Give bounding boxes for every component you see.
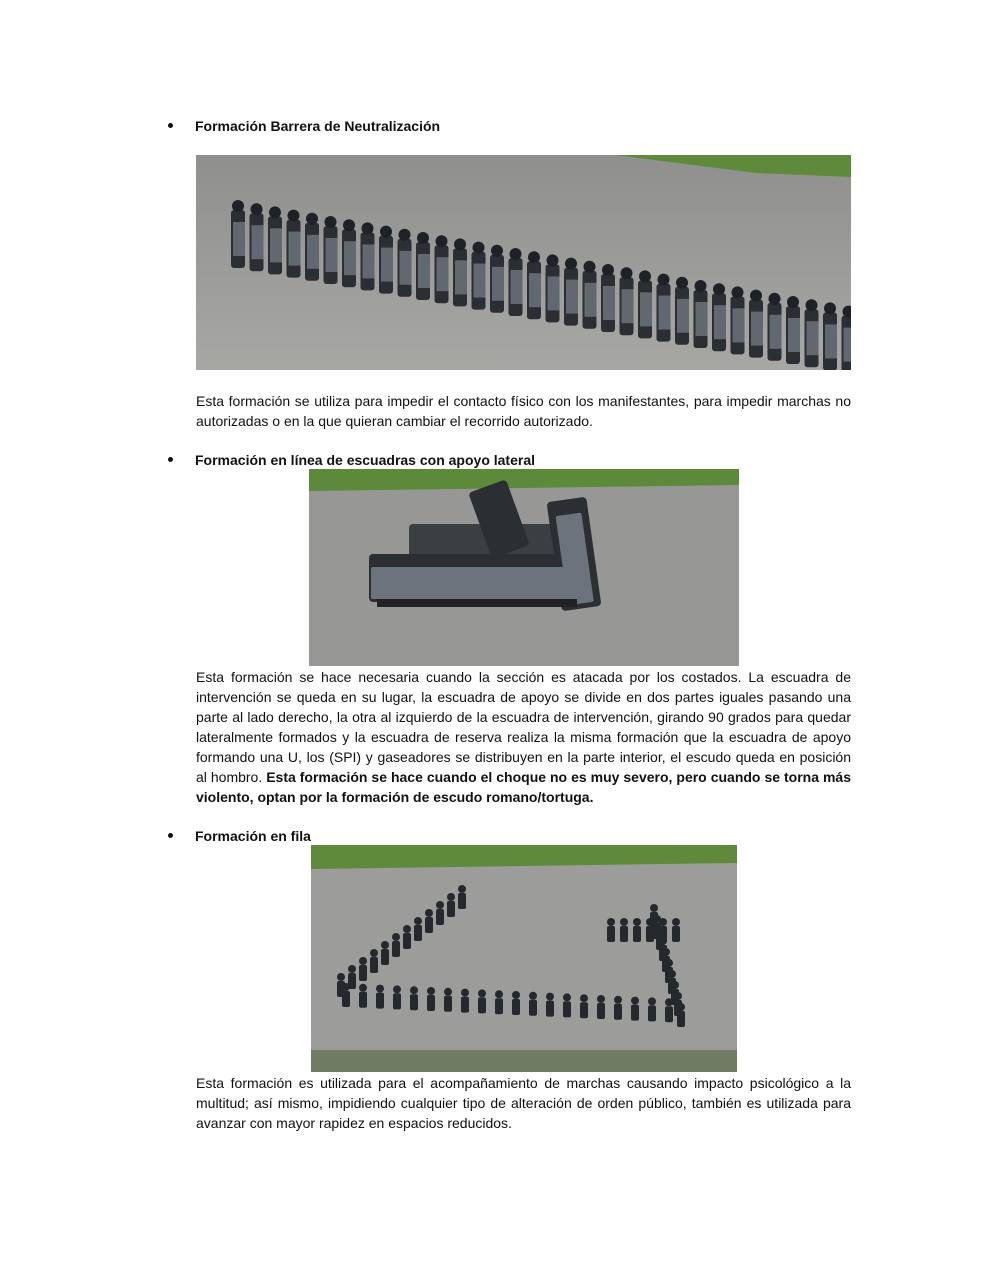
photo-u-formation [309, 469, 739, 666]
section-paragraph-2-text: Esta formación se hace necesaria cuando la sección es atacada por los costados. La escuadra de intervención se queda en su lugar, la escuadra de apoyo se divide en dos partes iguales pasando una parte al lado derecho, la otra al izquierdo de la escuadra de intervención, girando 90 grados para quedar lateralmente formados y la escuadra de reserva realiza la misma formación que la escuadra de apoyo formando una U, los (SPI) y gaseadores se distribuyen en la parte interior, el escudo queda en posición al hombro. [196, 669, 851, 785]
section-paragraph-2 [196, 667, 851, 807]
bullet-dot [168, 457, 173, 462]
section-paragraph-3: Esta formación es utilizada para el acompañamiento de marchas causando impacto psicológico a la multitud; así mismo, impidiendo cualquier tipo de alteración de orden público, también es utilizada para avanzar con mayor rapidez en espacios reducidos. [196, 1075, 851, 1131]
bullet-dot [168, 123, 173, 128]
section-title-2: Formación en línea de escuadras con apoyo lateral [195, 452, 536, 468]
section-title-3: Formación en fila [195, 828, 311, 844]
section-title-1: Formación Barrera de Neutralización [195, 118, 441, 134]
bullet-dot [168, 833, 173, 838]
section-paragraph-1: Esta formación se utiliza para impedir el contacto físico con los manifestantes, para impedir marchas no autorizadas o en la que quieran cambiar el recorrido autorizado. [196, 393, 851, 429]
photo-barrier-formation [196, 155, 851, 370]
section-paragraph-2-bold: Esta formación se hace cuando el choque no es muy severo, pero cuando se torna más violento, optan por la formación de escudo romano/tortuga. [196, 769, 852, 805]
photo-file-formation [311, 845, 737, 1072]
